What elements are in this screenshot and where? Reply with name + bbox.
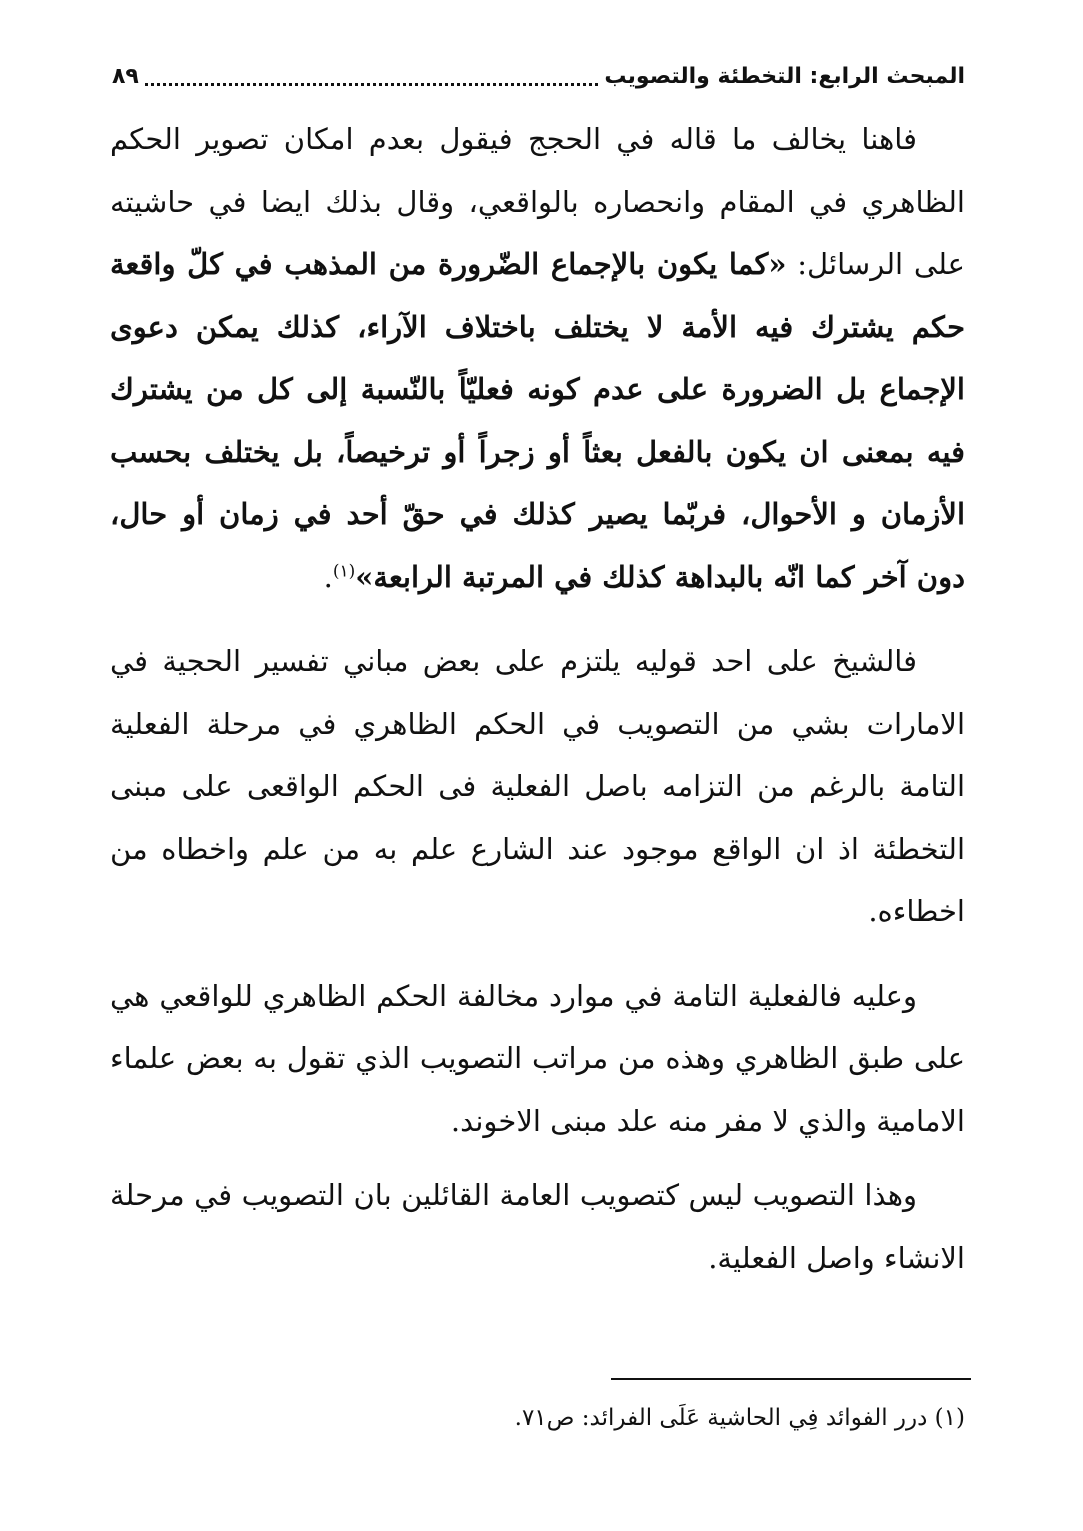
paragraph-1	[110, 108, 965, 608]
footnote-separator	[611, 1378, 971, 1380]
header-leader-dots	[145, 83, 599, 86]
footnote-reference: (١)	[332, 560, 356, 581]
running-header	[112, 48, 965, 92]
paragraph-1-end: .	[323, 559, 333, 594]
chapter-title: المبحث الرابع: التخطئة والتصويب	[604, 64, 965, 89]
paragraph-2: فالشيخ على احد قوليه يلتزم على بعض مباني تفسير الحجية في الامارات بشي من التصويب في الحكم الظاهري في مرحلة الفعلية التامة بالرغم من التزامه باصل الفعلية فى الحكم الواقعى على مبنى التخطئة اذ ان الواقع موجود عند الشارع علم به من علم واخطاه من اخطاءه.	[110, 644, 965, 928]
main-text	[110, 108, 965, 1289]
quoted-passage: «كما يكون بالإجماع الضّرورة من المذهب في كلّ واقعة حكم يشترك فيه الأمة لا يختلف باختلاف الآراء، كذلك يمكن دعوى الإجماع بل الضرورة على عدم كونه فعليّاً بالنّسبة إلى كل من يشترك فيه بمعنى ان يكون بالفعل بعثاً أو زجراً أو ترخيصاً، بل يختلف بحسب الأزمان و الأحوال، فربّما يصير كذلك في حقّ أحد في زمان أو حال، دون آخر كما انّه بالبداهة كذلك في المرتبة الرابعة»	[110, 247, 965, 594]
paragraph-1-intro: فاهنا يخالف ما قاله في الحجج فيقول بعدم امكان تصوير الحكم الظاهري في المقام وانحصاره بالواقعي، وقال بذلك ايضا في حاشيته على الرسائل:	[110, 122, 965, 281]
paragraph-3: وعليه فالفعلية التامة في موارد مخالفة الحكم الظاهري للواقعي هي على طبق الظاهري وهذه من مراتب التصويب الذي تقول به بعض علماء الامامية والذي لا مفر منه علد مبنى الاخوند.	[110, 978, 965, 1138]
footnote: (١) درر الفوائد فِي الحاشية عَلَى الفرائد: ص٧١.	[514, 1405, 965, 1431]
paragraph-4: وهذا التصويب ليس كتصويب العامة القائلين بان التصويب في مرحلة الانشاء واصل الفعلية.	[110, 1178, 965, 1275]
page-number: ٨٩	[112, 64, 139, 89]
